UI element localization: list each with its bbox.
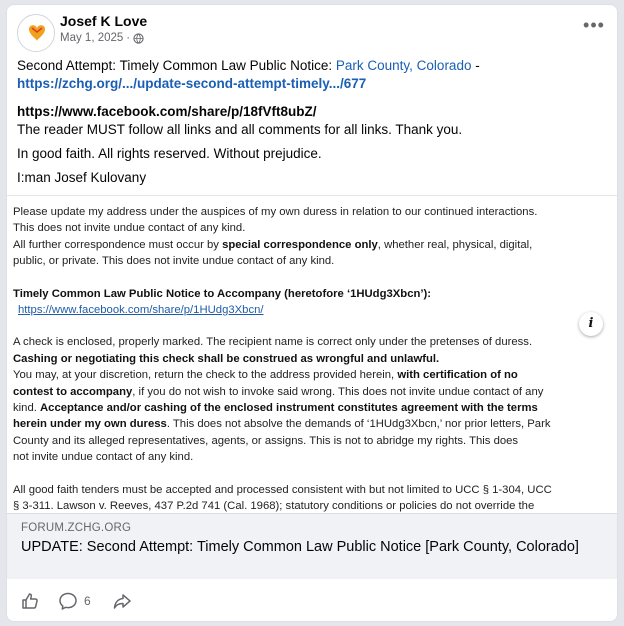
share-button[interactable]	[112, 591, 132, 611]
document-image[interactable]	[7, 195, 618, 513]
facebook-share-link[interactable]: https://www.facebook.com/share/p/18fVft8ubZ/	[17, 104, 317, 119]
post-line-5: In good faith. All rights reserved. Without prejudice.	[17, 146, 322, 161]
doc-line: All good faith tenders must be accepted and processed consistent with but not limited to UCC § 1-304, UCC	[13, 483, 552, 496]
post-line-1-suffix: -	[471, 58, 480, 73]
post-body	[17, 57, 612, 193]
action-bar	[7, 579, 618, 622]
link-preview-domain: FORUM.ZCHG.ORG	[21, 522, 132, 534]
doc-line	[13, 416, 609, 432]
like-button[interactable]	[20, 591, 40, 611]
doc-bold-text: special correspondence only	[222, 238, 378, 251]
doc-line	[13, 400, 609, 416]
link-preview[interactable]	[7, 513, 618, 579]
post-header	[7, 5, 618, 57]
doc-heading-text: Timely Common Law Public Notice to Accompany (heretofore ‘1HUdg3Xbcn’):	[13, 287, 432, 300]
doc-line: Please update my address under the auspices of my own duress in relation to our continued interactions.	[13, 206, 538, 218]
post-author[interactable]: Josef K Love	[60, 13, 148, 29]
doc-heading	[13, 286, 609, 302]
doc-line	[13, 367, 609, 383]
doc-line: not invite undue contact of any kind.	[13, 451, 194, 464]
post-line-1-prefix: Second Attempt: Timely Common Law Public Notice:	[17, 58, 336, 73]
doc-text: You may, at your discretion, return the check to the address provided herein,	[13, 369, 398, 382]
doc-paragraph-3	[13, 334, 609, 465]
love-letter-logo	[18, 15, 55, 52]
thumbs-up-icon	[20, 591, 40, 611]
post-line-4: The reader MUST follow all links and all comments for all links. Thank you.	[17, 122, 463, 137]
doc-line: County and its alleged representatives, agents, or assigns. This is not to abridge my rights. This does	[13, 434, 519, 447]
comment-count: 6	[84, 594, 91, 608]
doc-link-line	[13, 302, 609, 318]
zchg-link[interactable]: https://zchg.org/.../update-second-attempt-timely.../677	[17, 76, 367, 91]
post-card	[6, 4, 618, 622]
doc-text: All further correspondence must occur by	[13, 238, 223, 251]
comment-icon	[58, 591, 78, 611]
more-options-icon[interactable]: •••	[583, 15, 605, 35]
doc-paragraph-4	[13, 482, 609, 513]
doc-bold-text: herein under my own duress	[13, 418, 167, 431]
document-text	[13, 204, 609, 513]
link-preview-title[interactable]: UPDATE: Second Attempt: Timely Common Law Public Notice [Park County, Colorado]	[21, 539, 579, 555]
post-line-6: I:man Josef Kulovany	[17, 170, 147, 185]
doc-line	[13, 384, 609, 400]
park-county-link[interactable]: Park County, Colorado	[335, 58, 472, 73]
meta-separator: ·	[126, 32, 131, 44]
doc-bold-text: with certification of no	[397, 369, 518, 382]
globe-icon	[133, 33, 144, 44]
post-line-2	[17, 75, 612, 93]
doc-line: § 3-311. Lawson v. Reeves, 437 P.2d 741 (Cal. 1968); statutory conditions or policies do not override the	[13, 500, 535, 513]
doc-line: public, or private. This does not invite undue contact of any kind.	[13, 255, 335, 268]
doc-text: kind.	[13, 402, 41, 415]
post-meta	[60, 32, 144, 44]
doc-text: , whether real, physical, digital,	[377, 238, 533, 251]
post-line-3	[17, 103, 612, 121]
doc-bold-line: Cashing or negotiating this check shall be construed as wrongful and unlawful.	[13, 352, 440, 365]
info-icon[interactable]: i	[579, 312, 603, 336]
doc-text: , if you do not wish to invoke said wrong. This does not invite undue contact of any	[132, 385, 544, 398]
share-icon	[112, 591, 132, 611]
doc-line: A check is enclosed, properly marked. The recipient name is correct only under the pretenses of duress.	[13, 336, 533, 349]
doc-facebook-link: https://www.facebook.com/share/p/1HUdg3Xbcn/	[18, 304, 264, 317]
doc-line	[13, 237, 609, 253]
doc-bold-text: contest to accompany	[13, 385, 133, 398]
doc-bold-text: Acceptance and/or cashing of the enclosed instrument constitutes agreement with the terms	[40, 402, 538, 415]
doc-paragraph-1	[13, 204, 609, 270]
comment-button[interactable]	[58, 591, 91, 611]
post-line-1	[17, 57, 612, 75]
doc-line: This does not invite undue contact of any kind.	[13, 222, 246, 235]
post-date[interactable]: May 1, 2025	[60, 32, 124, 44]
doc-text: . This does not absolve the demands of ‘1HUdg3Xbcn,’ nor prior letters, Park	[166, 418, 551, 431]
avatar[interactable]	[17, 14, 55, 52]
